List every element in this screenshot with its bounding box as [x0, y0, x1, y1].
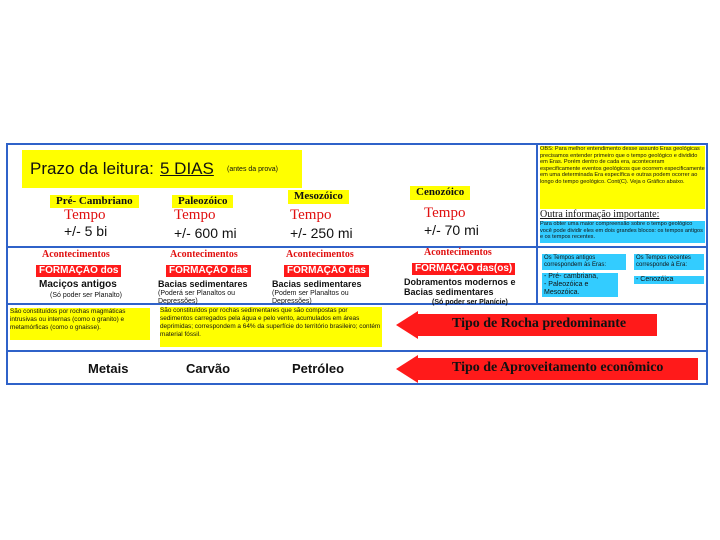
- event-cenozoic: [404, 248, 534, 307]
- economic-carvao: Carvão: [186, 361, 231, 376]
- eon-label-cenozoic: Cenozóico: [410, 186, 470, 200]
- rock-magmatic: São constituídos por rochas magmáticas intrusivas ou internas (como o granito) e metamórficas (como o gnaisse).: [10, 308, 150, 340]
- tempos-recentes: [634, 254, 704, 300]
- tempo-value: +/- 70 mi: [424, 222, 479, 238]
- tempos-antigos-item: - Paleozóica e: [542, 281, 618, 289]
- event-heading: Acontecimentos: [170, 249, 238, 260]
- tempos-recentes-title: Os Tempos recentes corresponde à Era:: [634, 254, 704, 270]
- tempo-label: Tempo: [174, 207, 216, 223]
- arrow-left-icon: [396, 311, 418, 339]
- obs-info: Para obter uma maior compreensão sobre o tempo geológico você pode dividir eles em dois grandes blocos: os tempos antigos e os tempos recentes.: [540, 221, 705, 243]
- event-heading: Acontecimentos: [286, 249, 354, 260]
- divider-line: [6, 350, 708, 352]
- economic-petroleo: Petróleo: [292, 361, 345, 376]
- event-precambrian: [36, 250, 156, 300]
- formacao-badge: FORMAÇÃO das(os): [412, 263, 515, 275]
- page-title: Prazo da leitura:: [30, 159, 154, 178]
- event-main: Maciços antigos: [39, 279, 117, 290]
- event-mesozoic: [272, 250, 384, 306]
- event-heading: Acontecimentos: [42, 249, 110, 260]
- rock-arrow-label: Tipo de Rocha predominante: [452, 316, 627, 331]
- title-box: [22, 150, 302, 188]
- tempos-antigos: [542, 254, 626, 300]
- divider-line: [536, 143, 538, 303]
- tempos-antigos-title: Os Tempos antigos correspondem às Eras:: [542, 254, 626, 270]
- formacao-badge: FORMAÇÃO dos: [36, 265, 121, 277]
- arrow-left-icon: [396, 355, 418, 383]
- economic-metais: Metais: [88, 361, 129, 376]
- days-value: 5 DIAS: [160, 159, 214, 178]
- eon-label-paleozoic: Paleozóico: [172, 195, 233, 208]
- economic-arrow-label: Tipo de Aproveitamento econômico: [452, 360, 664, 375]
- tempo-label: Tempo: [290, 207, 332, 223]
- event-main: Dobramentos modernos e Bacias sedimentares: [404, 277, 516, 297]
- rock-sedimentary: São constituídos por rochas sedimentares que são compostas por sedimentos carregados pela água e pelo vento, acumulados em áreas deprimidas; correspondem a 64% da superfície do território brasileiro; contém material fóssil.: [160, 307, 382, 347]
- event-paleozoic: [158, 250, 270, 306]
- obs-heading: Outra informação importante:: [540, 209, 660, 220]
- divider-line: [6, 246, 708, 248]
- event-heading: Acontecimentos: [424, 247, 492, 258]
- obs-text: OBS: Para melhor entendimento desse assunto Eras geológicas precisamos entender primeiro que o tempo geológico e dividido em Eras. Porém dentro de cada era, aconteceram especificamente eventos geológicos que ocorrem especificamente em uma determinada Era específica e outras podem ocorrer ao longo do tempo geológico. Cont(C). Veja o Gráfico abaixo.: [540, 146, 705, 209]
- obs-box: [540, 146, 705, 244]
- eon-label-precambrian: Pré- Cambriano: [50, 195, 139, 208]
- tempo-value: +/- 5 bi: [64, 223, 108, 239]
- event-main: Bacias sedimentares: [158, 279, 248, 289]
- tempo-value: +/- 250 mi: [290, 225, 353, 241]
- tempos-antigos-item: - Pré- cambriana,: [542, 273, 618, 281]
- formacao-badge: FORMAÇÃO das: [166, 265, 251, 277]
- tempo-label: Tempo: [64, 207, 106, 223]
- eon-label-mesozoic: Mesozóico: [288, 190, 349, 204]
- tempo-value: +/- 600 mi: [174, 225, 237, 241]
- tempo-label: Tempo: [424, 205, 466, 221]
- title-note: (antes da prova): [227, 166, 278, 173]
- event-sub: (Só poder ser Planalto): [50, 292, 122, 299]
- tempos-antigos-item: Mesozóica.: [542, 289, 618, 297]
- formacao-badge: FORMAÇÃO das: [284, 265, 369, 277]
- event-sub: (Só poder ser Planície): [432, 299, 508, 306]
- event-sub: (Podem ser Planaltos ou Depressões): [272, 290, 349, 305]
- event-sub: (Poderá ser Planaltos ou Depressões): [158, 290, 236, 305]
- event-main: Bacias sedimentares: [272, 279, 362, 289]
- tempos-recentes-item: - Cenozóica: [634, 276, 704, 284]
